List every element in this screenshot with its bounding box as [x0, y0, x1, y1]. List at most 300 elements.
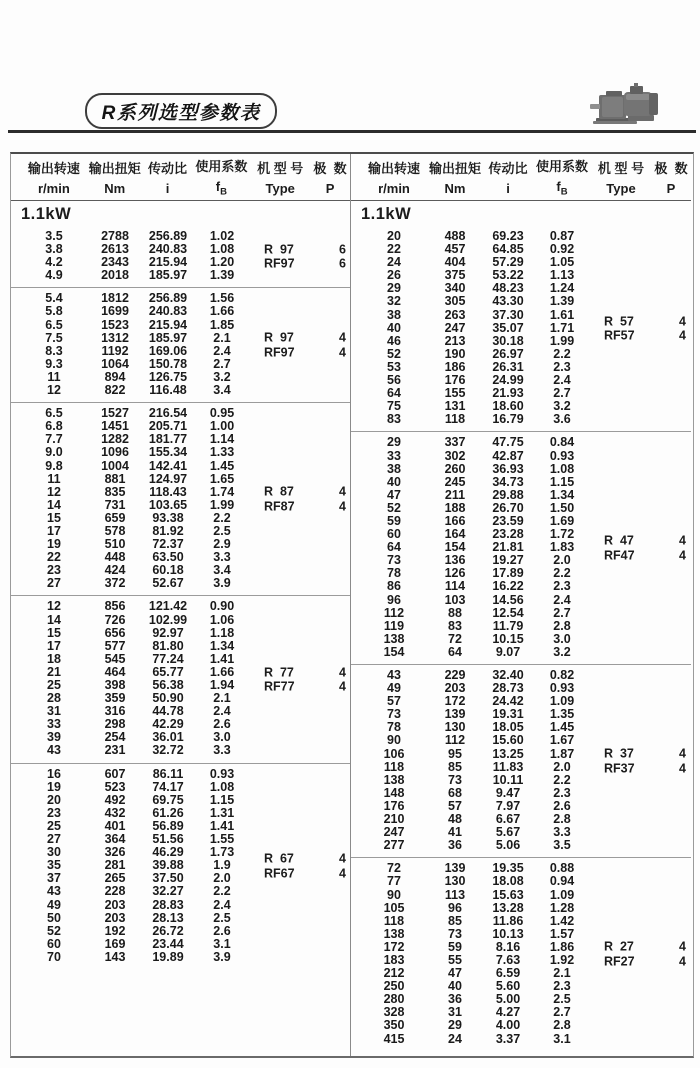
table-row: [351, 915, 691, 928]
poles-value: 4: [679, 328, 686, 343]
cell-ratio: 18.05: [492, 720, 524, 735]
cell-ratio: 102.99: [148, 612, 188, 627]
cell-service-factor: 2.1: [213, 330, 231, 345]
cell-output-speed: 7.7: [45, 432, 63, 447]
table-row: [351, 1019, 691, 1032]
table-row: [11, 600, 350, 613]
table-row: [11, 319, 350, 332]
cell-ratio: 16.79: [492, 412, 524, 427]
header-output-torque: [87, 158, 143, 196]
cell-service-factor: 3.0: [213, 730, 231, 745]
cell-ratio: 185.97: [148, 268, 188, 283]
cell-service-factor: 1.57: [549, 926, 575, 941]
cell-output-speed: 49: [47, 897, 61, 912]
cell-ratio: 69.75: [152, 792, 184, 807]
header-unit: r/min: [38, 181, 70, 196]
cell-output-torque: 139: [444, 861, 466, 876]
table-row: [351, 594, 691, 607]
cell-output-speed: 17: [47, 523, 61, 538]
header-ratio: [483, 158, 533, 196]
cell-output-speed: 39: [47, 730, 61, 745]
cell-output-speed: 52: [387, 346, 401, 361]
cell-output-speed: 78: [387, 720, 401, 735]
cell-output-speed: 20: [387, 229, 401, 243]
cell-ratio: 36.01: [152, 730, 184, 745]
cell-ratio: 19.27: [492, 553, 524, 568]
cell-output-speed: 5.4: [45, 291, 63, 306]
poles-value: 4: [679, 533, 686, 548]
cell-service-factor: 3.0: [553, 631, 571, 646]
cell-output-speed: 22: [47, 550, 61, 565]
cell-output-torque: 24: [448, 1031, 462, 1046]
cell-output-torque: 36: [448, 838, 462, 853]
cell-output-speed: 138: [383, 772, 405, 787]
block-R97: [11, 287, 350, 402]
cell-output-speed: 6.8: [45, 419, 63, 434]
cell-output-torque: 192: [104, 923, 126, 938]
cell-service-factor: 1.15: [549, 474, 575, 489]
cell-output-speed: 12: [47, 383, 61, 398]
cell-service-factor: 2.5: [213, 523, 231, 538]
cell-ratio: 9.47: [495, 785, 521, 800]
cell-ratio: 77.24: [152, 651, 184, 666]
cell-output-torque: 73: [448, 772, 462, 787]
cell-output-speed: 14: [47, 612, 61, 627]
cell-ratio: 5.67: [495, 825, 521, 840]
cell-ratio: 57.29: [492, 255, 524, 270]
table-row: [11, 305, 350, 318]
cell-output-torque: 326: [104, 845, 126, 860]
cell-output-speed: 50: [47, 910, 61, 925]
cell-service-factor: 1.83: [549, 540, 575, 555]
header-label: 极 数: [654, 161, 688, 176]
cell-service-factor: 2.0: [553, 759, 571, 774]
table-row: [351, 295, 691, 308]
cell-ratio: 60.18: [152, 563, 184, 578]
cell-output-torque: 448: [104, 550, 126, 565]
cell-output-torque: 726: [104, 612, 126, 627]
model-type-label: R 87: [264, 484, 294, 499]
cell-ratio: 14.56: [492, 592, 524, 607]
cell-service-factor: 2.5: [553, 992, 571, 1007]
cell-output-speed: 33: [387, 448, 401, 463]
cell-output-speed: 154: [383, 644, 405, 659]
cell-output-torque: 103: [444, 592, 466, 607]
header-model-type: [591, 158, 651, 196]
cell-output-torque: 1523: [101, 317, 129, 332]
cell-service-factor: 3.4: [213, 563, 231, 578]
cell-output-torque: 302: [444, 448, 466, 463]
model-type-label: RF57: [604, 328, 635, 343]
cell-service-factor: 1.94: [209, 678, 235, 692]
cell-service-factor: 1.86: [549, 939, 575, 954]
cell-output-torque: 1192: [101, 343, 129, 358]
table-row: [351, 889, 691, 902]
power-label: 1.1kW: [361, 205, 412, 223]
table-row: [11, 473, 350, 486]
table-row: [351, 463, 691, 476]
cell-output-speed: 105: [383, 900, 405, 915]
cell-output-speed: 72: [387, 861, 401, 876]
cell-ratio: 42.87: [492, 448, 524, 463]
cell-output-torque: 881: [104, 471, 126, 486]
cell-output-torque: 188: [444, 500, 466, 515]
cell-ratio: 30.18: [492, 333, 524, 348]
cell-output-speed: 33: [47, 717, 61, 732]
cell-ratio: 126.75: [148, 369, 188, 384]
cell-output-speed: 350: [383, 1018, 405, 1033]
cell-output-torque: 114: [444, 579, 466, 594]
model-type-label: R 97: [264, 330, 294, 345]
cell-output-torque: 401: [104, 818, 126, 833]
cell-ratio: 10.11: [492, 772, 524, 787]
cell-service-factor: 1.31: [209, 805, 235, 820]
cell-service-factor: 0.95: [209, 406, 235, 421]
cell-service-factor: 2.7: [553, 605, 571, 620]
unit-sub: B: [220, 186, 227, 198]
model-type-label: R 57: [604, 314, 634, 329]
cell-output-speed: 3.8: [45, 242, 63, 257]
cell-service-factor: 2.3: [553, 579, 571, 594]
table-row: [11, 938, 350, 951]
cell-output-torque: 190: [444, 346, 466, 361]
cell-service-factor: 2.7: [553, 386, 571, 401]
cell-service-factor: 1.67: [549, 733, 575, 748]
block-R27: [351, 857, 691, 1050]
header-service-factor: [192, 156, 250, 198]
cell-service-factor: 1.41: [209, 651, 235, 666]
table-row: [11, 807, 350, 820]
cell-output-speed: 6.5: [45, 406, 63, 421]
cell-service-factor: 1.02: [209, 229, 235, 243]
cell-output-torque: 40: [448, 979, 462, 994]
cell-service-factor: 1.45: [209, 458, 235, 473]
table-row: [11, 332, 350, 345]
cell-output-speed: 210: [383, 812, 405, 827]
cell-output-speed: 31: [47, 704, 61, 719]
cell-output-speed: 38: [387, 307, 401, 322]
header-unit: [192, 179, 250, 198]
model-type-label: RF67: [264, 866, 295, 881]
cell-output-torque: 85: [448, 913, 462, 928]
poles-value: 4: [679, 939, 686, 954]
model-type-label: RF37: [604, 761, 635, 776]
cell-service-factor: 1.41: [209, 818, 235, 833]
cell-service-factor: 2.2: [213, 510, 231, 525]
cell-output-torque: 337: [444, 435, 466, 450]
cell-service-factor: 1.66: [209, 304, 235, 319]
cell-output-speed: 27: [47, 576, 61, 591]
cell-output-speed: 52: [47, 923, 61, 938]
cell-service-factor: 1.99: [209, 497, 235, 512]
cell-output-speed: 8.3: [45, 343, 63, 358]
table-row: [11, 358, 350, 371]
cell-output-torque: 424: [104, 563, 126, 578]
selection-parameter-table: [10, 152, 694, 1058]
cell-ratio: 19.89: [152, 949, 184, 964]
cell-service-factor: 2.0: [553, 553, 571, 568]
table-row: [351, 620, 691, 633]
header-label: 传动比: [488, 161, 528, 176]
cell-ratio: 215.94: [148, 317, 188, 332]
cell-ratio: 4.00: [495, 1018, 521, 1033]
cell-ratio: 44.78: [152, 704, 184, 719]
cell-ratio: 18.08: [492, 874, 524, 889]
header-output-torque: [427, 158, 483, 196]
cell-output-torque: 432: [104, 805, 126, 820]
cell-output-torque: 228: [104, 884, 126, 899]
cell-service-factor: 2.2: [553, 772, 571, 787]
cell-output-speed: 12: [47, 484, 61, 499]
cell-ratio: 56.38: [152, 678, 184, 692]
cell-output-torque: 2018: [101, 268, 129, 283]
cell-service-factor: 1.50: [549, 500, 575, 515]
cell-service-factor: 1.56: [209, 291, 235, 306]
cell-output-torque: 203: [444, 681, 466, 696]
cell-ratio: 13.28: [492, 900, 524, 915]
cell-service-factor: 2.4: [213, 897, 231, 912]
cell-ratio: 205.71: [148, 419, 188, 434]
cell-output-torque: 2613: [101, 242, 129, 257]
cell-output-torque: 229: [444, 668, 466, 682]
cell-service-factor: 1.34: [549, 487, 575, 502]
cell-output-speed: 5.8: [45, 304, 63, 319]
header-unit: i: [165, 181, 170, 196]
cell-output-torque: 523: [104, 779, 126, 794]
cell-output-torque: 245: [444, 474, 466, 489]
cell-output-torque: 1699: [101, 304, 129, 319]
cell-output-speed: 40: [387, 474, 401, 489]
cell-output-torque: 130: [444, 720, 466, 735]
table-row: [351, 607, 691, 620]
cell-output-speed: 29: [387, 435, 401, 450]
header-label: 输出转速: [27, 161, 80, 176]
cell-ratio: 124.97: [148, 471, 188, 486]
cell-output-torque: 731: [104, 497, 126, 512]
cell-service-factor: 2.8: [553, 1018, 571, 1033]
model-type-label: R 37: [604, 746, 634, 761]
cell-output-speed: 112: [383, 605, 405, 620]
table-row: [11, 885, 350, 898]
cell-output-speed: 59: [387, 513, 401, 528]
table-row: [11, 627, 350, 640]
cell-output-torque: 260: [444, 461, 466, 476]
cell-ratio: 64.85: [492, 242, 524, 257]
cell-output-speed: 118: [383, 759, 405, 774]
cell-output-speed: 77: [387, 874, 401, 889]
table-row: [11, 614, 350, 627]
cell-output-torque: 176: [444, 373, 466, 388]
cell-service-factor: 0.87: [549, 229, 575, 243]
cell-output-torque: 59: [448, 939, 462, 954]
table-row: [351, 309, 691, 322]
poles-value: 4: [679, 314, 686, 329]
cell-service-factor: 2.4: [553, 373, 571, 388]
cell-service-factor: 2.9: [213, 537, 231, 552]
cell-output-torque: 203: [104, 897, 126, 912]
poles-value: 4: [679, 954, 686, 969]
cell-output-speed: 4.9: [45, 268, 63, 283]
title-divider-rule: [8, 130, 696, 133]
cell-service-factor: 1.39: [209, 268, 235, 283]
cell-output-speed: 60: [47, 936, 61, 951]
poles-value: 4: [339, 345, 346, 360]
cell-output-speed: 26: [387, 268, 401, 283]
header-label: 使用系数: [535, 159, 588, 175]
cell-ratio: 81.92: [152, 523, 184, 538]
cell-service-factor: 2.4: [213, 704, 231, 719]
cell-output-torque: 72: [448, 631, 462, 646]
cell-output-speed: 16: [47, 766, 61, 781]
cell-output-torque: 113: [444, 887, 466, 902]
cell-ratio: 216.54: [148, 406, 188, 421]
cell-output-torque: 55: [448, 952, 462, 967]
cell-output-speed: 328: [383, 1005, 405, 1020]
cell-ratio: 46.29: [152, 845, 184, 860]
model-type-label: R 97: [264, 242, 294, 257]
cell-ratio: 50.90: [152, 691, 184, 706]
cell-service-factor: 1.14: [209, 432, 235, 447]
table-header: [11, 154, 350, 201]
cell-service-factor: 1.69: [549, 513, 575, 528]
cell-service-factor: 2.3: [553, 979, 571, 994]
cell-output-speed: 57: [387, 694, 401, 709]
cell-ratio: 63.50: [152, 550, 184, 565]
cell-service-factor: 1.08: [209, 779, 235, 794]
cell-service-factor: 1.71: [549, 320, 575, 335]
cell-output-torque: 656: [104, 625, 126, 640]
cell-output-torque: 457: [444, 242, 466, 257]
cell-service-factor: 1.00: [209, 419, 235, 434]
cell-output-speed: 172: [383, 939, 405, 954]
model-type-label: RF97: [264, 256, 295, 271]
cell-output-torque: 186: [444, 359, 466, 374]
header-unit: [533, 179, 591, 198]
header-ratio: [143, 158, 193, 196]
cell-service-factor: 1.61: [549, 307, 575, 322]
table-row: [351, 928, 691, 941]
cell-output-speed: 277: [383, 838, 405, 853]
table-row: [11, 794, 350, 807]
cell-output-torque: 265: [104, 871, 126, 886]
cell-output-speed: 15: [47, 625, 61, 640]
model-type-label: RF27: [604, 954, 635, 969]
cell-output-torque: 47: [448, 966, 462, 981]
cell-output-speed: 19: [47, 779, 61, 794]
cell-service-factor: 0.90: [209, 599, 235, 614]
cell-ratio: 4.27: [495, 1005, 521, 1020]
table-row: [11, 512, 350, 525]
cell-output-speed: 78: [387, 566, 401, 581]
model-type-label: R 67: [264, 851, 294, 866]
cell-service-factor: 0.93: [549, 448, 575, 463]
table-row: [351, 1033, 691, 1046]
table-row: [11, 781, 350, 794]
cell-output-speed: 60: [387, 527, 401, 542]
cell-service-factor: 3.2: [213, 369, 231, 384]
cell-ratio: 155.34: [148, 445, 188, 460]
model-type-label: R 47: [604, 533, 634, 548]
cell-ratio: 16.22: [492, 579, 524, 594]
cell-output-torque: 375: [444, 268, 466, 283]
cell-output-torque: 398: [104, 678, 126, 692]
cell-output-speed: 183: [383, 952, 405, 967]
header-unit: Nm: [104, 181, 126, 196]
cell-output-speed: 250: [383, 979, 405, 994]
cell-output-speed: 64: [387, 386, 401, 401]
cell-output-speed: 32: [387, 294, 401, 309]
cell-ratio: 43.30: [492, 294, 524, 309]
cell-output-speed: 28: [47, 691, 61, 706]
block-R47: [351, 431, 691, 664]
cell-output-speed: 90: [387, 887, 401, 902]
cell-output-torque: 131: [444, 399, 466, 414]
cell-service-factor: 1.24: [549, 281, 575, 296]
cell-ratio: 47.75: [492, 435, 524, 450]
table-row: [351, 787, 691, 800]
cell-output-speed: 24: [387, 255, 401, 270]
cell-output-torque: 281: [104, 858, 126, 873]
cell-output-torque: 364: [104, 832, 126, 847]
cell-ratio: 26.72: [152, 923, 184, 938]
cell-service-factor: 3.4: [213, 383, 231, 398]
cell-service-factor: 2.6: [213, 717, 231, 732]
cell-output-torque: 263: [444, 307, 466, 322]
table-row: [351, 489, 691, 502]
cell-ratio: 7.63: [495, 952, 521, 967]
cell-output-torque: 2343: [101, 255, 129, 270]
cell-output-speed: 20: [47, 792, 61, 807]
cell-ratio: 240.83: [148, 242, 188, 257]
cell-ratio: 28.13: [152, 910, 184, 925]
cell-ratio: 93.38: [152, 510, 184, 525]
table-row: [351, 502, 691, 515]
cell-output-torque: 1096: [101, 445, 129, 460]
cell-service-factor: 0.88: [549, 861, 575, 876]
cell-output-torque: 404: [444, 255, 466, 270]
cell-ratio: 121.42: [148, 599, 188, 614]
cell-ratio: 86.11: [152, 766, 184, 781]
cell-ratio: 23.59: [492, 513, 524, 528]
cell-output-torque: 130: [444, 874, 466, 889]
cell-ratio: 5.06: [495, 838, 521, 853]
header-label: 极 数: [313, 161, 347, 176]
model-type-label: RF87: [264, 499, 295, 514]
cell-ratio: 150.78: [148, 356, 188, 371]
cell-output-speed: 49: [387, 681, 401, 696]
model-type-label: RF47: [604, 548, 635, 563]
cell-service-factor: 3.6: [553, 412, 571, 427]
header-unit: Nm: [444, 181, 466, 196]
table-row: [351, 761, 691, 774]
cell-output-torque: 1451: [101, 419, 129, 434]
cell-ratio: 142.41: [148, 458, 188, 473]
cell-output-speed: 52: [387, 500, 401, 515]
cell-service-factor: 2.1: [553, 966, 571, 981]
poles-value: 6: [339, 242, 346, 257]
cell-output-speed: 53: [387, 359, 401, 374]
header-label: 输出扭矩: [428, 161, 481, 176]
cell-ratio: 34.73: [492, 474, 524, 489]
cell-ratio: 35.07: [492, 320, 524, 335]
cell-output-speed: 212: [383, 966, 405, 981]
cell-output-torque: 48: [448, 812, 462, 827]
header-label: 机 型 号: [597, 161, 645, 176]
cell-output-speed: 25: [47, 678, 61, 692]
cell-output-torque: 139: [444, 707, 466, 722]
header-unit: P: [666, 181, 676, 196]
cell-output-torque: 169: [104, 936, 126, 951]
